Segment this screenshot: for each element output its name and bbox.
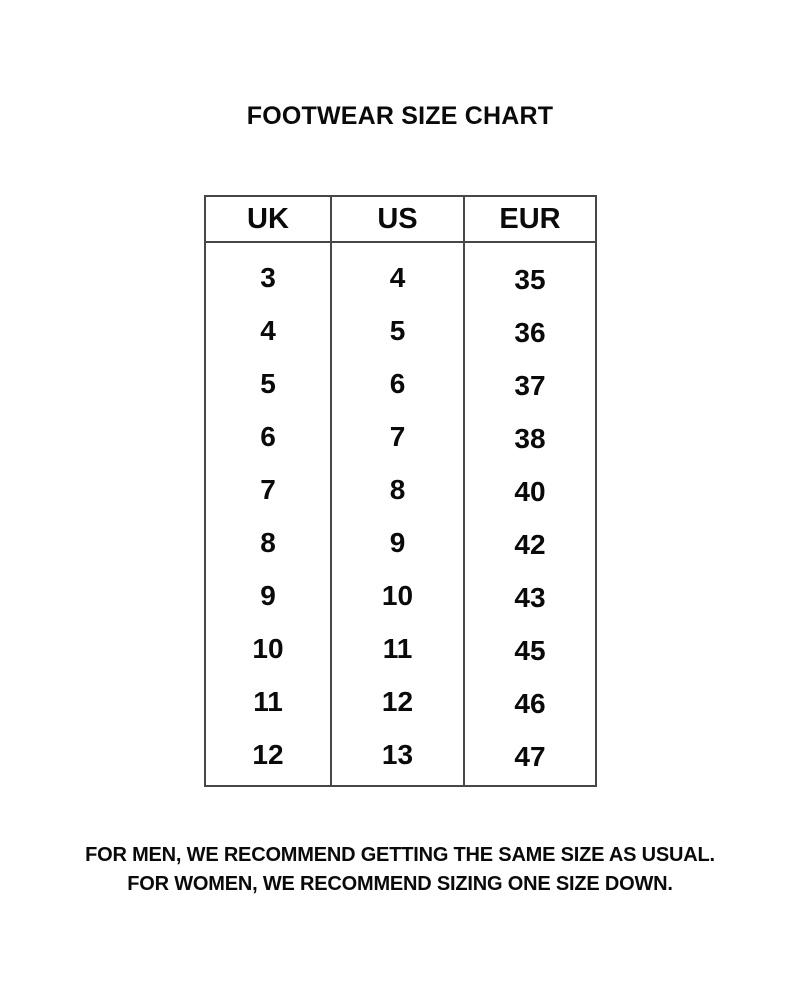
table-cell-us: 4 <box>389 262 406 294</box>
table-cell-uk: 8 <box>260 526 276 558</box>
table-cell-uk: 4 <box>260 315 276 347</box>
table-cell-uk: 7 <box>260 474 276 506</box>
table-column-uk <box>206 197 330 785</box>
table-cell-eur: 42 <box>514 528 546 560</box>
table-column-eur <box>463 197 595 785</box>
table-cell-eur: 47 <box>514 740 546 772</box>
table-cell-eur: 37 <box>514 370 546 402</box>
column-header-eur: EUR <box>465 197 595 243</box>
table-cell-us: 13 <box>381 738 414 770</box>
table-cell-us: 11 <box>382 632 413 664</box>
size-table <box>204 195 597 787</box>
table-cell-us: 5 <box>389 315 406 347</box>
table-cell-uk: 11 <box>253 685 283 717</box>
table-cell-uk: 12 <box>252 738 284 770</box>
table-cell-us: 7 <box>389 421 406 453</box>
table-column-us <box>330 197 463 785</box>
table-cell-us: 9 <box>389 526 406 558</box>
table-cell-uk: 5 <box>260 368 276 400</box>
table-cell-eur: 43 <box>514 581 546 613</box>
sizing-note <box>0 841 800 899</box>
table-cell-eur: 45 <box>514 634 546 666</box>
table-column-body-us <box>332 243 463 785</box>
table-column-body-uk <box>206 243 330 785</box>
table-cell-eur: 35 <box>514 264 546 296</box>
table-cell-uk: 3 <box>260 262 276 294</box>
table-cell-eur: 38 <box>514 423 546 455</box>
table-cell-us: 6 <box>389 368 406 400</box>
table-cell-eur: 40 <box>514 476 546 508</box>
note-line-women: FOR WOMEN, WE RECOMMEND SIZING ONE SIZE DOWN. <box>127 873 673 895</box>
column-header-us: US <box>332 197 463 243</box>
table-cell-uk: 9 <box>260 579 276 611</box>
table-cell-uk: 6 <box>260 421 276 453</box>
column-header-uk: UK <box>206 197 330 243</box>
table-cell-us: 12 <box>381 685 414 717</box>
page-title: FOOTWEAR SIZE CHART <box>246 102 554 130</box>
table-cell-us: 8 <box>389 474 406 506</box>
table-cell-us: 10 <box>381 579 414 611</box>
table-cell-eur: 36 <box>514 317 546 349</box>
table-column-body-eur <box>465 243 595 785</box>
table-cell-uk: 10 <box>252 632 284 664</box>
table-cell-eur: 46 <box>514 687 546 719</box>
note-line-men: FOR MEN, WE RECOMMEND GETTING THE SAME SIZE AS USUAL. <box>85 844 715 866</box>
